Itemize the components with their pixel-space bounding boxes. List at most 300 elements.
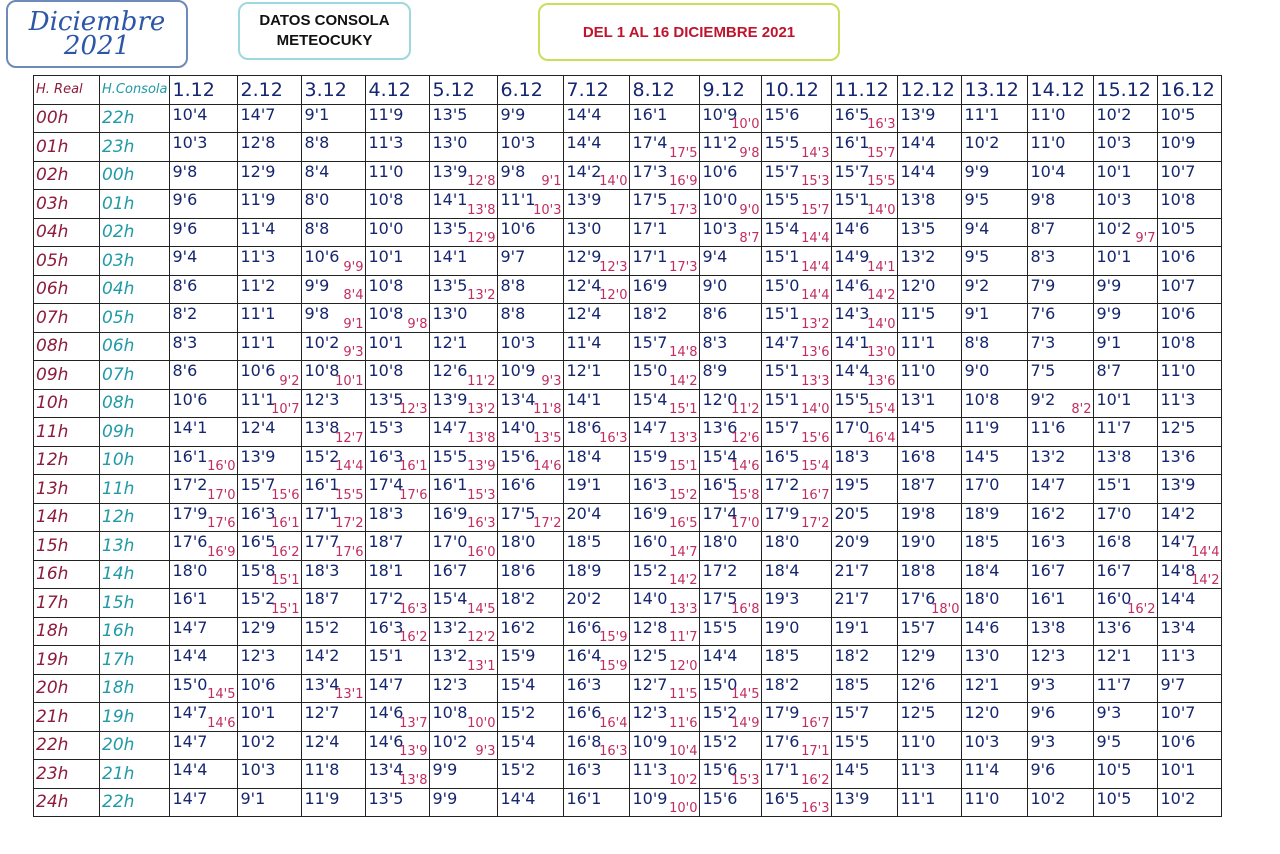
primary-reading: 21'7	[834, 560, 870, 580]
temperature-cell	[170, 275, 238, 304]
temperature-cell	[430, 247, 498, 276]
primary-reading: 10'2	[240, 731, 276, 751]
temperature-table	[33, 75, 1222, 817]
secondary-reading: 12'7	[335, 430, 364, 446]
col-header-date: 3.12	[302, 76, 366, 105]
primary-reading: 11'1	[240, 332, 276, 352]
temperature-cell	[302, 560, 366, 589]
primary-reading: 13'2	[1030, 446, 1066, 466]
temperature-cell	[1094, 133, 1158, 162]
secondary-reading: 12'0	[669, 658, 698, 674]
temperature-cell	[762, 674, 832, 703]
temperature-cell	[170, 731, 238, 760]
secondary-reading: 9'9	[343, 259, 364, 275]
temperature-cell	[366, 104, 430, 133]
temperature-cell	[1094, 332, 1158, 361]
temperature-cell	[564, 161, 630, 190]
temperature-cell	[1028, 674, 1094, 703]
secondary-reading: 17'6	[335, 544, 364, 560]
temperature-cell	[498, 532, 564, 561]
primary-reading: 14'2	[304, 646, 340, 666]
secondary-reading: 14'4	[801, 288, 830, 303]
primary-reading: 15'6	[702, 760, 738, 780]
real-hour-cell: 13h	[34, 475, 100, 504]
primary-reading: 18'7	[304, 589, 340, 609]
console-hour-cell: 08h	[100, 389, 170, 418]
secondary-reading: 16'4	[599, 715, 628, 731]
primary-reading: 18'5	[834, 674, 870, 694]
temperature-cell	[1094, 304, 1158, 333]
temperature-cell	[1094, 161, 1158, 190]
temperature-cell	[430, 304, 498, 333]
secondary-reading: 12'6	[731, 430, 760, 446]
secondary-reading: 10'1	[335, 373, 364, 389]
primary-reading: 15'1	[764, 247, 800, 267]
temperature-cell	[1028, 446, 1094, 475]
temperature-cell	[700, 560, 762, 589]
primary-reading: 12'8	[240, 133, 276, 153]
secondary-reading: 12'3	[599, 259, 628, 275]
temperature-cell	[832, 446, 898, 475]
col-header-real-hour: H. Real	[34, 76, 100, 105]
primary-reading: 9'0	[964, 361, 990, 381]
secondary-reading: 12'0	[599, 288, 628, 303]
primary-reading: 14'4	[500, 788, 536, 808]
temperature-cell	[564, 703, 630, 732]
temperature-cell	[498, 190, 564, 219]
temperature-cell	[170, 361, 238, 390]
primary-reading: 15'1	[764, 361, 800, 381]
primary-reading: 14'2	[566, 161, 602, 181]
temperature-cell	[962, 731, 1028, 760]
temperature-cell	[302, 532, 366, 561]
temperature-cell	[498, 731, 564, 760]
secondary-reading: 13'6	[867, 373, 896, 389]
temperature-cell	[700, 731, 762, 760]
primary-reading: 10'6	[240, 674, 276, 694]
temperature-cell	[498, 788, 564, 817]
secondary-reading: 9'8	[739, 145, 760, 161]
temperature-cell	[366, 218, 430, 247]
temperature-cell	[302, 674, 366, 703]
month-title-box	[6, 0, 188, 68]
temperature-cell	[366, 304, 430, 333]
primary-reading: 15'6	[764, 104, 800, 124]
primary-reading: 8'6	[702, 304, 728, 324]
temperature-cell	[366, 703, 430, 732]
primary-reading: 11'0	[900, 361, 936, 381]
primary-reading: 15'8	[240, 560, 276, 580]
temperature-cell	[238, 731, 302, 760]
temperature-cell	[962, 133, 1028, 162]
temperature-cell	[962, 589, 1028, 618]
temperature-cell	[170, 760, 238, 789]
primary-reading: 15'7	[240, 475, 276, 495]
temperature-cell	[498, 361, 564, 390]
secondary-reading: 13'2	[801, 316, 830, 332]
table-row	[34, 218, 1222, 247]
primary-reading: 10'1	[1096, 161, 1132, 181]
temperature-cell	[700, 104, 762, 133]
temperature-cell	[498, 218, 564, 247]
col-header-console-hour: H.Consola	[100, 76, 170, 105]
temperature-cell	[366, 674, 430, 703]
secondary-reading: 17'5	[669, 145, 698, 161]
temperature-cell	[762, 532, 832, 561]
secondary-reading: 16'3	[599, 744, 628, 759]
temperature-cell	[1028, 304, 1094, 333]
primary-reading: 11'3	[632, 760, 668, 780]
primary-reading: 15'4	[764, 218, 800, 238]
primary-reading: 18'0	[172, 560, 208, 580]
secondary-reading: 13'1	[467, 658, 496, 674]
temperature-cell	[762, 446, 832, 475]
primary-reading: 16'8	[900, 446, 936, 466]
primary-reading: 17'2	[764, 475, 800, 495]
temperature-cell	[564, 104, 630, 133]
temperature-cell	[700, 161, 762, 190]
primary-reading: 8'3	[172, 332, 198, 352]
primary-reading: 18'9	[964, 503, 1000, 523]
temperature-cell	[962, 503, 1028, 532]
primary-reading: 10'9	[500, 361, 536, 381]
temperature-cell	[238, 532, 302, 561]
secondary-reading: 16'5	[669, 516, 698, 531]
temperature-cell	[238, 589, 302, 618]
temperature-cell	[366, 503, 430, 532]
temperature-cell	[762, 361, 832, 390]
real-hour-cell: 09h	[34, 361, 100, 390]
primary-reading: 11'4	[240, 218, 276, 238]
primary-reading: 16'3	[368, 446, 404, 466]
temperature-cell	[1028, 389, 1094, 418]
primary-reading: 12'8	[632, 617, 668, 637]
primary-reading: 18'3	[368, 503, 404, 523]
primary-reading: 13'5	[900, 218, 936, 238]
temperature-cell	[366, 475, 430, 504]
temperature-cell	[564, 190, 630, 219]
temperature-cell	[1094, 760, 1158, 789]
primary-reading: 16'2	[500, 617, 536, 637]
primary-reading: 10'8	[1160, 332, 1196, 352]
primary-reading: 15'6	[702, 788, 738, 808]
primary-reading: 11'9	[240, 190, 276, 210]
temperature-cell	[302, 731, 366, 760]
primary-reading: 13'5	[432, 218, 468, 238]
primary-reading: 9'5	[964, 247, 990, 267]
primary-reading: 17'1	[764, 760, 800, 780]
temperature-cell	[302, 646, 366, 675]
primary-reading: 16'1	[632, 104, 668, 124]
primary-reading: 16'7	[432, 560, 468, 580]
temperature-cell	[630, 617, 700, 646]
primary-reading: 8'3	[1030, 247, 1056, 267]
primary-reading: 16'9	[632, 275, 668, 295]
primary-reading: 10'6	[240, 361, 276, 381]
primary-reading: 18'5	[964, 532, 1000, 552]
primary-reading: 15'0	[702, 674, 738, 694]
primary-reading: 20'5	[834, 503, 870, 523]
primary-reading: 17'1	[304, 503, 340, 523]
temperature-cell	[762, 332, 832, 361]
temperature-cell	[430, 418, 498, 447]
primary-reading: 12'9	[240, 161, 276, 181]
temperature-cell	[430, 446, 498, 475]
primary-reading: 18'1	[368, 560, 404, 580]
temperature-cell	[430, 532, 498, 561]
primary-reading: 16'4	[566, 646, 602, 666]
primary-reading: 13'9	[566, 190, 602, 210]
secondary-reading: 14'0	[599, 174, 628, 189]
primary-reading: 9'8	[500, 161, 526, 181]
temperature-cell	[302, 104, 366, 133]
secondary-reading: 14'6	[207, 715, 236, 731]
primary-reading: 17'3	[632, 161, 668, 181]
temperature-cell	[564, 674, 630, 703]
secondary-reading: 10'0	[467, 715, 496, 731]
primary-reading: 11'9	[964, 418, 1000, 438]
primary-reading: 14'7	[432, 418, 468, 438]
real-hour-cell: 18h	[34, 617, 100, 646]
secondary-reading: 10'4	[669, 744, 698, 759]
secondary-reading: 14'0	[867, 202, 896, 218]
primary-reading: 11'0	[1030, 104, 1066, 124]
temperature-cell	[564, 560, 630, 589]
primary-reading: 15'4	[500, 731, 536, 751]
temperature-cell	[238, 617, 302, 646]
secondary-reading: 12'8	[467, 174, 496, 189]
secondary-reading: 16'8	[731, 601, 760, 617]
primary-reading: 11'9	[368, 104, 404, 124]
temperature-cell	[1028, 617, 1094, 646]
temperature-cell	[170, 389, 238, 418]
temperature-cell	[700, 133, 762, 162]
primary-reading: 12'3	[1030, 646, 1066, 666]
table-row	[34, 475, 1222, 504]
primary-reading: 10'2	[432, 731, 468, 751]
temperature-cell	[1094, 475, 1158, 504]
console-hour-cell: 09h	[100, 418, 170, 447]
primary-reading: 14'0	[632, 589, 668, 609]
secondary-reading: 14'6	[533, 459, 562, 474]
temperature-cell	[564, 304, 630, 333]
primary-reading: 10'2	[1160, 788, 1196, 808]
primary-reading: 13'4	[500, 389, 536, 409]
console-hour-cell: 22h	[100, 104, 170, 133]
primary-reading: 13'9	[240, 446, 276, 466]
primary-reading: 13'6	[1160, 446, 1196, 466]
temperature-cell	[498, 760, 564, 789]
primary-reading: 18'2	[764, 674, 800, 694]
temperature-cell	[238, 161, 302, 190]
primary-reading: 18'0	[764, 532, 800, 552]
temperature-cell	[238, 332, 302, 361]
secondary-reading: 10'0	[669, 801, 698, 816]
primary-reading: 18'2	[500, 589, 536, 609]
temperature-cell	[430, 617, 498, 646]
temperature-cell	[630, 133, 700, 162]
primary-reading: 17'5	[500, 503, 536, 523]
secondary-reading: 16'3	[801, 801, 830, 816]
primary-reading: 16'8	[1096, 532, 1132, 552]
primary-reading: 14'4	[1160, 589, 1196, 609]
temperature-cell	[1028, 760, 1094, 789]
temperature-cell	[898, 304, 962, 333]
console-hour-cell: 00h	[100, 161, 170, 190]
primary-reading: 21'7	[834, 589, 870, 609]
secondary-reading: 15'4	[801, 459, 830, 474]
secondary-reading: 16'3	[467, 516, 496, 531]
temperature-cell	[962, 760, 1028, 789]
primary-reading: 8'2	[172, 304, 198, 324]
primary-reading: 9'6	[1030, 760, 1056, 780]
temperature-cell	[1094, 247, 1158, 276]
temperature-cell	[762, 731, 832, 760]
primary-reading: 16'6	[566, 617, 602, 637]
secondary-reading: 16'2	[271, 544, 300, 560]
temperature-cell	[498, 703, 564, 732]
temperature-cell	[430, 389, 498, 418]
secondary-reading: 17'2	[801, 516, 830, 531]
primary-reading: 14'0	[500, 418, 536, 438]
secondary-reading: 15'3	[731, 772, 760, 788]
console-hour-cell: 14h	[100, 560, 170, 589]
primary-reading: 14'4	[172, 646, 208, 666]
temperature-cell	[630, 703, 700, 732]
primary-reading: 12'6	[900, 674, 936, 694]
primary-reading: 15'1	[834, 190, 870, 210]
month-title-line-2: 2021	[63, 31, 131, 61]
primary-reading: 12'0	[900, 275, 936, 295]
temperature-cell	[564, 760, 630, 789]
secondary-reading: 11'6	[669, 715, 698, 731]
secondary-reading: 14'8	[669, 345, 698, 360]
temperature-cell	[700, 190, 762, 219]
primary-reading: 18'5	[764, 646, 800, 666]
secondary-reading: 13'0	[867, 345, 896, 360]
secondary-reading: 10'3	[533, 202, 562, 218]
primary-reading: 19'1	[834, 617, 870, 637]
secondary-reading: 13'8	[399, 772, 428, 788]
temperature-cell	[564, 332, 630, 361]
secondary-reading: 16'2	[1127, 601, 1156, 617]
secondary-reading: 13'5	[533, 430, 562, 446]
primary-reading: 13'4	[304, 674, 340, 694]
temperature-cell	[238, 446, 302, 475]
secondary-reading: 11'7	[669, 630, 698, 645]
temperature-cell	[630, 304, 700, 333]
console-hour-cell: 02h	[100, 218, 170, 247]
temperature-cell	[498, 446, 564, 475]
secondary-reading: 9'1	[541, 174, 562, 189]
secondary-reading: 9'2	[279, 373, 300, 389]
secondary-reading: 15'1	[271, 601, 300, 617]
primary-reading: 10'8	[304, 361, 340, 381]
table-row	[34, 304, 1222, 333]
table-row	[34, 446, 1222, 475]
primary-reading: 16'5	[702, 475, 738, 495]
temperature-cell	[832, 760, 898, 789]
temperature-cell	[832, 389, 898, 418]
primary-reading: 10'6	[1160, 247, 1196, 267]
temperature-cell	[430, 361, 498, 390]
primary-reading: 13'0	[432, 304, 468, 324]
primary-reading: 14'6	[368, 703, 404, 723]
col-header-date: 12.12	[898, 76, 962, 105]
real-hour-cell: 02h	[34, 161, 100, 190]
real-hour-cell: 15h	[34, 532, 100, 561]
primary-reading: 16'1	[172, 589, 208, 609]
temperature-cell	[962, 703, 1028, 732]
temperature-cell	[630, 446, 700, 475]
primary-reading: 16'1	[834, 133, 870, 153]
temperature-cell	[962, 532, 1028, 561]
primary-reading: 12'3	[240, 646, 276, 666]
temperature-cell	[962, 560, 1028, 589]
temperature-cell	[700, 304, 762, 333]
primary-reading: 12'1	[964, 674, 1000, 694]
secondary-reading: 15'9	[599, 658, 628, 674]
secondary-reading: 8'4	[343, 288, 364, 303]
primary-reading: 18'4	[566, 446, 602, 466]
primary-reading: 11'7	[1096, 674, 1132, 694]
primary-reading: 7'5	[1030, 361, 1056, 381]
temperature-cell	[962, 190, 1028, 219]
primary-reading: 14'4	[900, 133, 936, 153]
secondary-reading: 12'3	[399, 402, 428, 417]
secondary-reading: 17'6	[399, 487, 428, 503]
primary-reading: 14'4	[900, 161, 936, 181]
temperature-cell	[238, 560, 302, 589]
console-hour-cell: 04h	[100, 275, 170, 304]
temperature-cell	[962, 646, 1028, 675]
temperature-cell	[1158, 161, 1222, 190]
temperature-cell	[498, 646, 564, 675]
secondary-reading: 13'1	[335, 687, 364, 702]
temperature-cell	[498, 275, 564, 304]
temperature-cell	[1094, 703, 1158, 732]
temperature-cell	[898, 275, 962, 304]
primary-reading: 14'7	[368, 674, 404, 694]
primary-reading: 10'1	[1160, 760, 1196, 780]
temperature-cell	[630, 190, 700, 219]
temperature-cell	[898, 589, 962, 618]
secondary-reading: 11'2	[467, 373, 496, 389]
temperature-cell	[430, 560, 498, 589]
temperature-cell	[1158, 760, 1222, 789]
temperature-cell	[1158, 503, 1222, 532]
temperature-cell	[762, 247, 832, 276]
temperature-cell	[498, 104, 564, 133]
primary-reading: 10'6	[1160, 731, 1196, 751]
console-hour-cell: 15h	[100, 589, 170, 618]
temperature-cell	[898, 760, 962, 789]
console-hour-cell: 19h	[100, 703, 170, 732]
primary-reading: 17'1	[632, 218, 668, 238]
date-range-label: DEL 1 AL 16 DICIEMBRE 2021	[582, 23, 796, 41]
temperature-cell	[630, 389, 700, 418]
temperature-cell	[564, 589, 630, 618]
primary-reading: 19'0	[900, 532, 936, 552]
temperature-cell	[898, 646, 962, 675]
primary-reading: 18'7	[368, 532, 404, 552]
temperature-cell	[170, 446, 238, 475]
primary-reading: 14'6	[834, 275, 870, 295]
primary-reading: 15'2	[702, 731, 738, 751]
primary-reading: 15'1	[764, 304, 800, 324]
temperature-cell	[962, 617, 1028, 646]
temperature-cell	[700, 788, 762, 817]
